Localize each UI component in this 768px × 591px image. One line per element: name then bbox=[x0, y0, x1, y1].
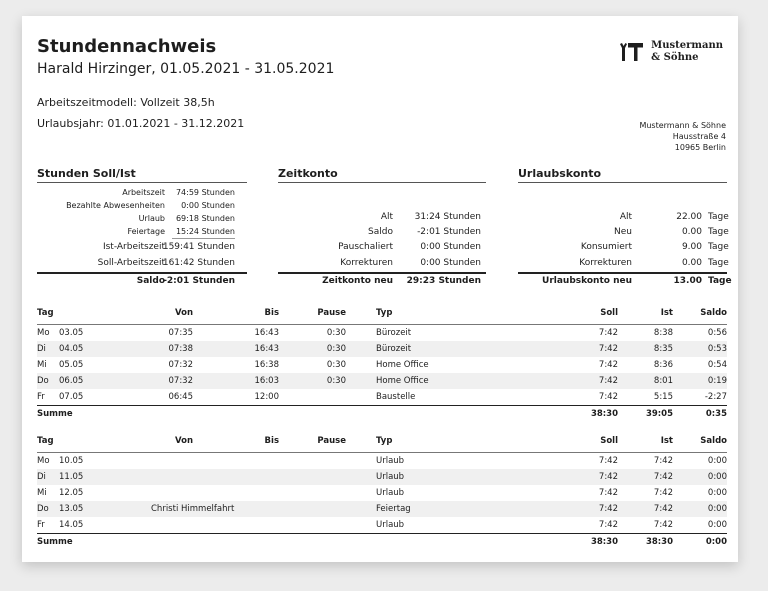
row-ist: 7:42 bbox=[653, 456, 673, 466]
row-bis bbox=[193, 517, 279, 534]
tools-icon bbox=[619, 43, 645, 61]
row-saldo: 0:00 bbox=[673, 501, 727, 517]
row-saldo: 0:56 bbox=[707, 328, 727, 338]
row-soll: 7:42 bbox=[556, 469, 618, 485]
row-day: Fr bbox=[37, 520, 45, 530]
subtotal-rule bbox=[172, 238, 235, 239]
row-soll: 7:42 bbox=[598, 488, 618, 498]
row-von: 07:38 bbox=[115, 341, 193, 357]
col-ist: Ist bbox=[618, 302, 673, 325]
row-ist: 7:42 bbox=[653, 520, 673, 530]
konsumiert-unit: Tage bbox=[708, 242, 729, 252]
company-address bbox=[639, 120, 726, 153]
row-ist: 7:42 bbox=[618, 469, 673, 485]
ist-arbeitszeit-label: Ist-Arbeitszeit bbox=[102, 242, 165, 252]
row-holiday-name: Christi Himmelfahrt bbox=[115, 501, 279, 517]
soll-arbeitszeit-value: 161:42 Stunden bbox=[162, 258, 235, 268]
konsumiert-label: Konsumiert bbox=[580, 242, 632, 252]
row-pause bbox=[279, 517, 346, 534]
row-day: Mi bbox=[37, 360, 47, 370]
row-bis: 16:43 bbox=[193, 341, 279, 357]
row-soll: 7:42 bbox=[598, 520, 618, 530]
row-soll: 7:42 bbox=[598, 392, 618, 402]
col-soll: Soll bbox=[556, 430, 618, 453]
col-pause: Pause bbox=[279, 430, 346, 453]
table-row bbox=[37, 517, 727, 534]
row-ist: 8:38 bbox=[653, 328, 673, 338]
sum-row bbox=[37, 534, 727, 551]
row-typ: Urlaub bbox=[376, 469, 556, 485]
row-typ: Urlaub bbox=[376, 488, 405, 498]
row-day: Mo bbox=[37, 456, 50, 466]
row-day: Di bbox=[37, 341, 59, 357]
row-saldo: 0:00 bbox=[707, 520, 727, 530]
row-soll: 7:42 bbox=[556, 341, 618, 357]
zeitkonto-total-rule bbox=[278, 272, 486, 274]
table-header-row bbox=[37, 302, 727, 325]
row-typ: Home Office bbox=[376, 373, 556, 389]
sum-ist: 39:05 bbox=[618, 406, 673, 423]
table-row bbox=[37, 389, 727, 406]
urlaub-label: Urlaub bbox=[138, 214, 165, 223]
row-typ: Feiertag bbox=[376, 501, 556, 517]
row-ist: 7:42 bbox=[653, 488, 673, 498]
address-line-2: Hausstraße 4 bbox=[672, 132, 726, 141]
row-soll: 7:42 bbox=[598, 328, 618, 338]
zeitkonto-alt-value: 31:24 Stunden bbox=[414, 212, 481, 222]
row-day: Di bbox=[37, 469, 59, 485]
urlaub-korrekturen-label: Korrekturen bbox=[579, 258, 632, 268]
feiertage-label: Feiertage bbox=[127, 227, 165, 236]
row-date: 07.05 bbox=[59, 392, 84, 402]
table-row bbox=[37, 373, 727, 389]
row-bis: 16:38 bbox=[254, 360, 279, 370]
zeitkonto-korrekturen-label: Korrekturen bbox=[340, 258, 393, 268]
address-line-3: 10965 Berlin bbox=[674, 143, 726, 152]
row-saldo: 0:54 bbox=[707, 360, 727, 370]
col-von: Von bbox=[115, 430, 193, 453]
feiertage-value: 15:24 Stunden bbox=[175, 227, 235, 236]
urlaubskonto-total-rule bbox=[518, 272, 727, 274]
row-bis bbox=[193, 453, 279, 470]
zeitkonto-saldo-value: -2:01 Stunden bbox=[417, 227, 481, 237]
col-tag: Tag bbox=[37, 302, 115, 325]
row-day: Mi bbox=[37, 488, 47, 498]
sum-soll: 38:30 bbox=[556, 406, 618, 423]
col-bis: Bis bbox=[193, 302, 279, 325]
urlaubskonto-neu-value: 13.00 bbox=[673, 276, 702, 286]
week-2-table bbox=[37, 430, 727, 550]
soll-arbeitszeit-label: Soll-Arbeitszeit bbox=[97, 258, 165, 268]
row-pause bbox=[279, 501, 346, 517]
company-logo bbox=[619, 40, 723, 64]
report-page bbox=[22, 16, 738, 562]
sum-saldo: 0:35 bbox=[673, 406, 727, 423]
row-date: 11.05 bbox=[59, 469, 115, 485]
row-typ: Bürozeit bbox=[376, 328, 412, 338]
urlaub-alt-value: 22.00 bbox=[676, 212, 702, 222]
row-date: 05.05 bbox=[59, 360, 84, 370]
report-subtitle: Harald Hirzinger, 01.05.2021 - 31.05.2021 bbox=[37, 61, 335, 77]
row-typ: Urlaub bbox=[376, 456, 405, 466]
saldo-value: -2:01 Stunden bbox=[163, 276, 235, 286]
row-saldo: 0:19 bbox=[673, 373, 727, 389]
row-pause bbox=[279, 389, 346, 406]
row-pause: 0:30 bbox=[279, 373, 346, 389]
row-von bbox=[115, 485, 193, 501]
row-pause: 0:30 bbox=[326, 328, 346, 338]
ist-arbeitszeit-value: 159:41 Stunden bbox=[162, 242, 235, 252]
report-title: Stundennachweis bbox=[37, 36, 217, 57]
row-day: Do bbox=[37, 373, 59, 389]
arbeitszeit-label: Arbeitszeit bbox=[122, 188, 165, 197]
table-row bbox=[37, 501, 727, 517]
sum-soll: 38:30 bbox=[556, 534, 618, 551]
saldo-label: Saldo bbox=[136, 276, 165, 286]
row-pause: 0:30 bbox=[279, 341, 346, 357]
row-pause bbox=[279, 485, 346, 501]
row-ist: 5:15 bbox=[653, 392, 673, 402]
row-typ: Home Office bbox=[376, 360, 429, 370]
logo-line-2: & Söhne bbox=[651, 52, 699, 63]
urlaub-alt-label: Alt bbox=[619, 212, 632, 222]
row-ist: 8:01 bbox=[618, 373, 673, 389]
zeitkonto-neu-label: Zeitkonto neu bbox=[322, 276, 393, 286]
sum-label: Summe bbox=[37, 406, 115, 423]
row-bis: 12:00 bbox=[254, 392, 279, 402]
col-saldo: Saldo bbox=[673, 430, 727, 453]
row-saldo: 0:00 bbox=[673, 469, 727, 485]
col-typ: Typ bbox=[376, 302, 556, 325]
week-1-table bbox=[37, 302, 727, 422]
urlaubskonto-neu-unit: Tage bbox=[708, 276, 732, 286]
urlaubskonto-neu-label: Urlaubskonto neu bbox=[542, 276, 632, 286]
row-soll: 7:42 bbox=[556, 501, 618, 517]
row-date: 06.05 bbox=[59, 373, 115, 389]
urlaub-neu-label: Neu bbox=[614, 227, 632, 237]
row-von: 06:45 bbox=[168, 392, 193, 402]
row-von: 07:35 bbox=[168, 328, 193, 338]
pauschaliert-value: 0:00 Stunden bbox=[420, 242, 481, 252]
sum-label: Summe bbox=[37, 534, 115, 551]
row-von: 07:32 bbox=[168, 360, 193, 370]
row-pause: 0:30 bbox=[326, 360, 346, 370]
col-soll: Soll bbox=[556, 302, 618, 325]
table-row bbox=[37, 485, 727, 501]
row-ist: 8:35 bbox=[618, 341, 673, 357]
urlaub-neu-value: 0.00 bbox=[681, 227, 702, 237]
row-date: 12.05 bbox=[59, 488, 84, 498]
vacation-year: Urlaubsjahr: 01.01.2021 - 31.12.2021 bbox=[37, 117, 245, 130]
row-von bbox=[115, 517, 193, 534]
work-model: Arbeitszeitmodell: Vollzeit 38,5h bbox=[37, 96, 215, 109]
urlaub-value: 69:18 Stunden bbox=[175, 214, 235, 223]
col-von: Von bbox=[115, 302, 193, 325]
sum-row bbox=[37, 406, 727, 423]
row-bis bbox=[193, 469, 279, 485]
sum-saldo: 0:00 bbox=[673, 534, 727, 551]
urlaub-neu-unit: Tage bbox=[708, 227, 729, 237]
row-date: 03.05 bbox=[59, 328, 84, 338]
row-date: 10.05 bbox=[59, 456, 84, 466]
soll-ist-total-rule bbox=[37, 272, 247, 274]
row-day: Do bbox=[37, 501, 59, 517]
row-bis: 16:43 bbox=[254, 328, 279, 338]
table-row bbox=[37, 453, 727, 470]
logo-line-1: Mustermann bbox=[651, 40, 723, 51]
row-soll: 7:42 bbox=[556, 373, 618, 389]
row-bis bbox=[193, 485, 279, 501]
table-row bbox=[37, 357, 727, 373]
urlaub-alt-unit: Tage bbox=[708, 212, 729, 222]
zeitkonto-alt-label: Alt bbox=[380, 212, 393, 222]
row-saldo: 0:53 bbox=[673, 341, 727, 357]
row-date: 04.05 bbox=[59, 341, 115, 357]
urlaub-korrekturen-value: 0.00 bbox=[681, 258, 702, 268]
urlaubskonto-title: Urlaubskonto bbox=[518, 167, 727, 183]
row-saldo: 0:00 bbox=[707, 488, 727, 498]
row-von bbox=[115, 469, 193, 485]
row-ist: 8:36 bbox=[653, 360, 673, 370]
col-ist: Ist bbox=[618, 430, 673, 453]
arbeitszeit-value: 74:59 Stunden bbox=[175, 188, 235, 197]
row-day: Fr bbox=[37, 392, 45, 402]
pauschaliert-label: Pauschaliert bbox=[338, 242, 393, 252]
col-pause: Pause bbox=[279, 302, 346, 325]
row-von bbox=[115, 453, 193, 470]
col-tag: Tag bbox=[37, 430, 115, 453]
soll-ist-title: Stunden Soll/Ist bbox=[37, 167, 247, 183]
row-typ: Bürozeit bbox=[376, 341, 556, 357]
zeitkonto-saldo-label: Saldo bbox=[368, 227, 393, 237]
urlaub-korrekturen-unit: Tage bbox=[708, 258, 729, 268]
row-saldo: 0:00 bbox=[707, 456, 727, 466]
row-ist: 7:42 bbox=[618, 501, 673, 517]
konsumiert-value: 9.00 bbox=[681, 242, 702, 252]
address-line-1: Mustermann & Söhne bbox=[639, 121, 726, 130]
zeitkonto-title: Zeitkonto bbox=[278, 167, 486, 183]
col-typ: Typ bbox=[376, 430, 556, 453]
abwesenheit-value: 0:00 Stunden bbox=[181, 201, 235, 210]
table-header-row bbox=[37, 430, 727, 453]
row-date: 14.05 bbox=[59, 520, 84, 530]
table-row bbox=[37, 341, 727, 357]
row-pause bbox=[279, 469, 346, 485]
sum-ist: 38:30 bbox=[618, 534, 673, 551]
col-saldo: Saldo bbox=[673, 302, 727, 325]
row-pause bbox=[279, 453, 346, 470]
row-soll: 7:42 bbox=[598, 360, 618, 370]
table-row bbox=[37, 325, 727, 342]
row-date: 13.05 bbox=[59, 501, 115, 517]
row-von: 07:32 bbox=[115, 373, 193, 389]
row-typ: Baustelle bbox=[376, 392, 416, 402]
col-bis: Bis bbox=[193, 430, 279, 453]
row-bis: 16:03 bbox=[193, 373, 279, 389]
row-saldo: -2:27 bbox=[704, 392, 727, 402]
table-row bbox=[37, 469, 727, 485]
row-day: Mo bbox=[37, 328, 50, 338]
row-soll: 7:42 bbox=[598, 456, 618, 466]
zeitkonto-korrekturen-value: 0:00 Stunden bbox=[420, 258, 481, 268]
zeitkonto-neu-value: 29:23 Stunden bbox=[406, 276, 481, 286]
abwesenheit-label: Bezahlte Abwesenheiten bbox=[66, 201, 165, 210]
row-typ: Urlaub bbox=[376, 520, 405, 530]
